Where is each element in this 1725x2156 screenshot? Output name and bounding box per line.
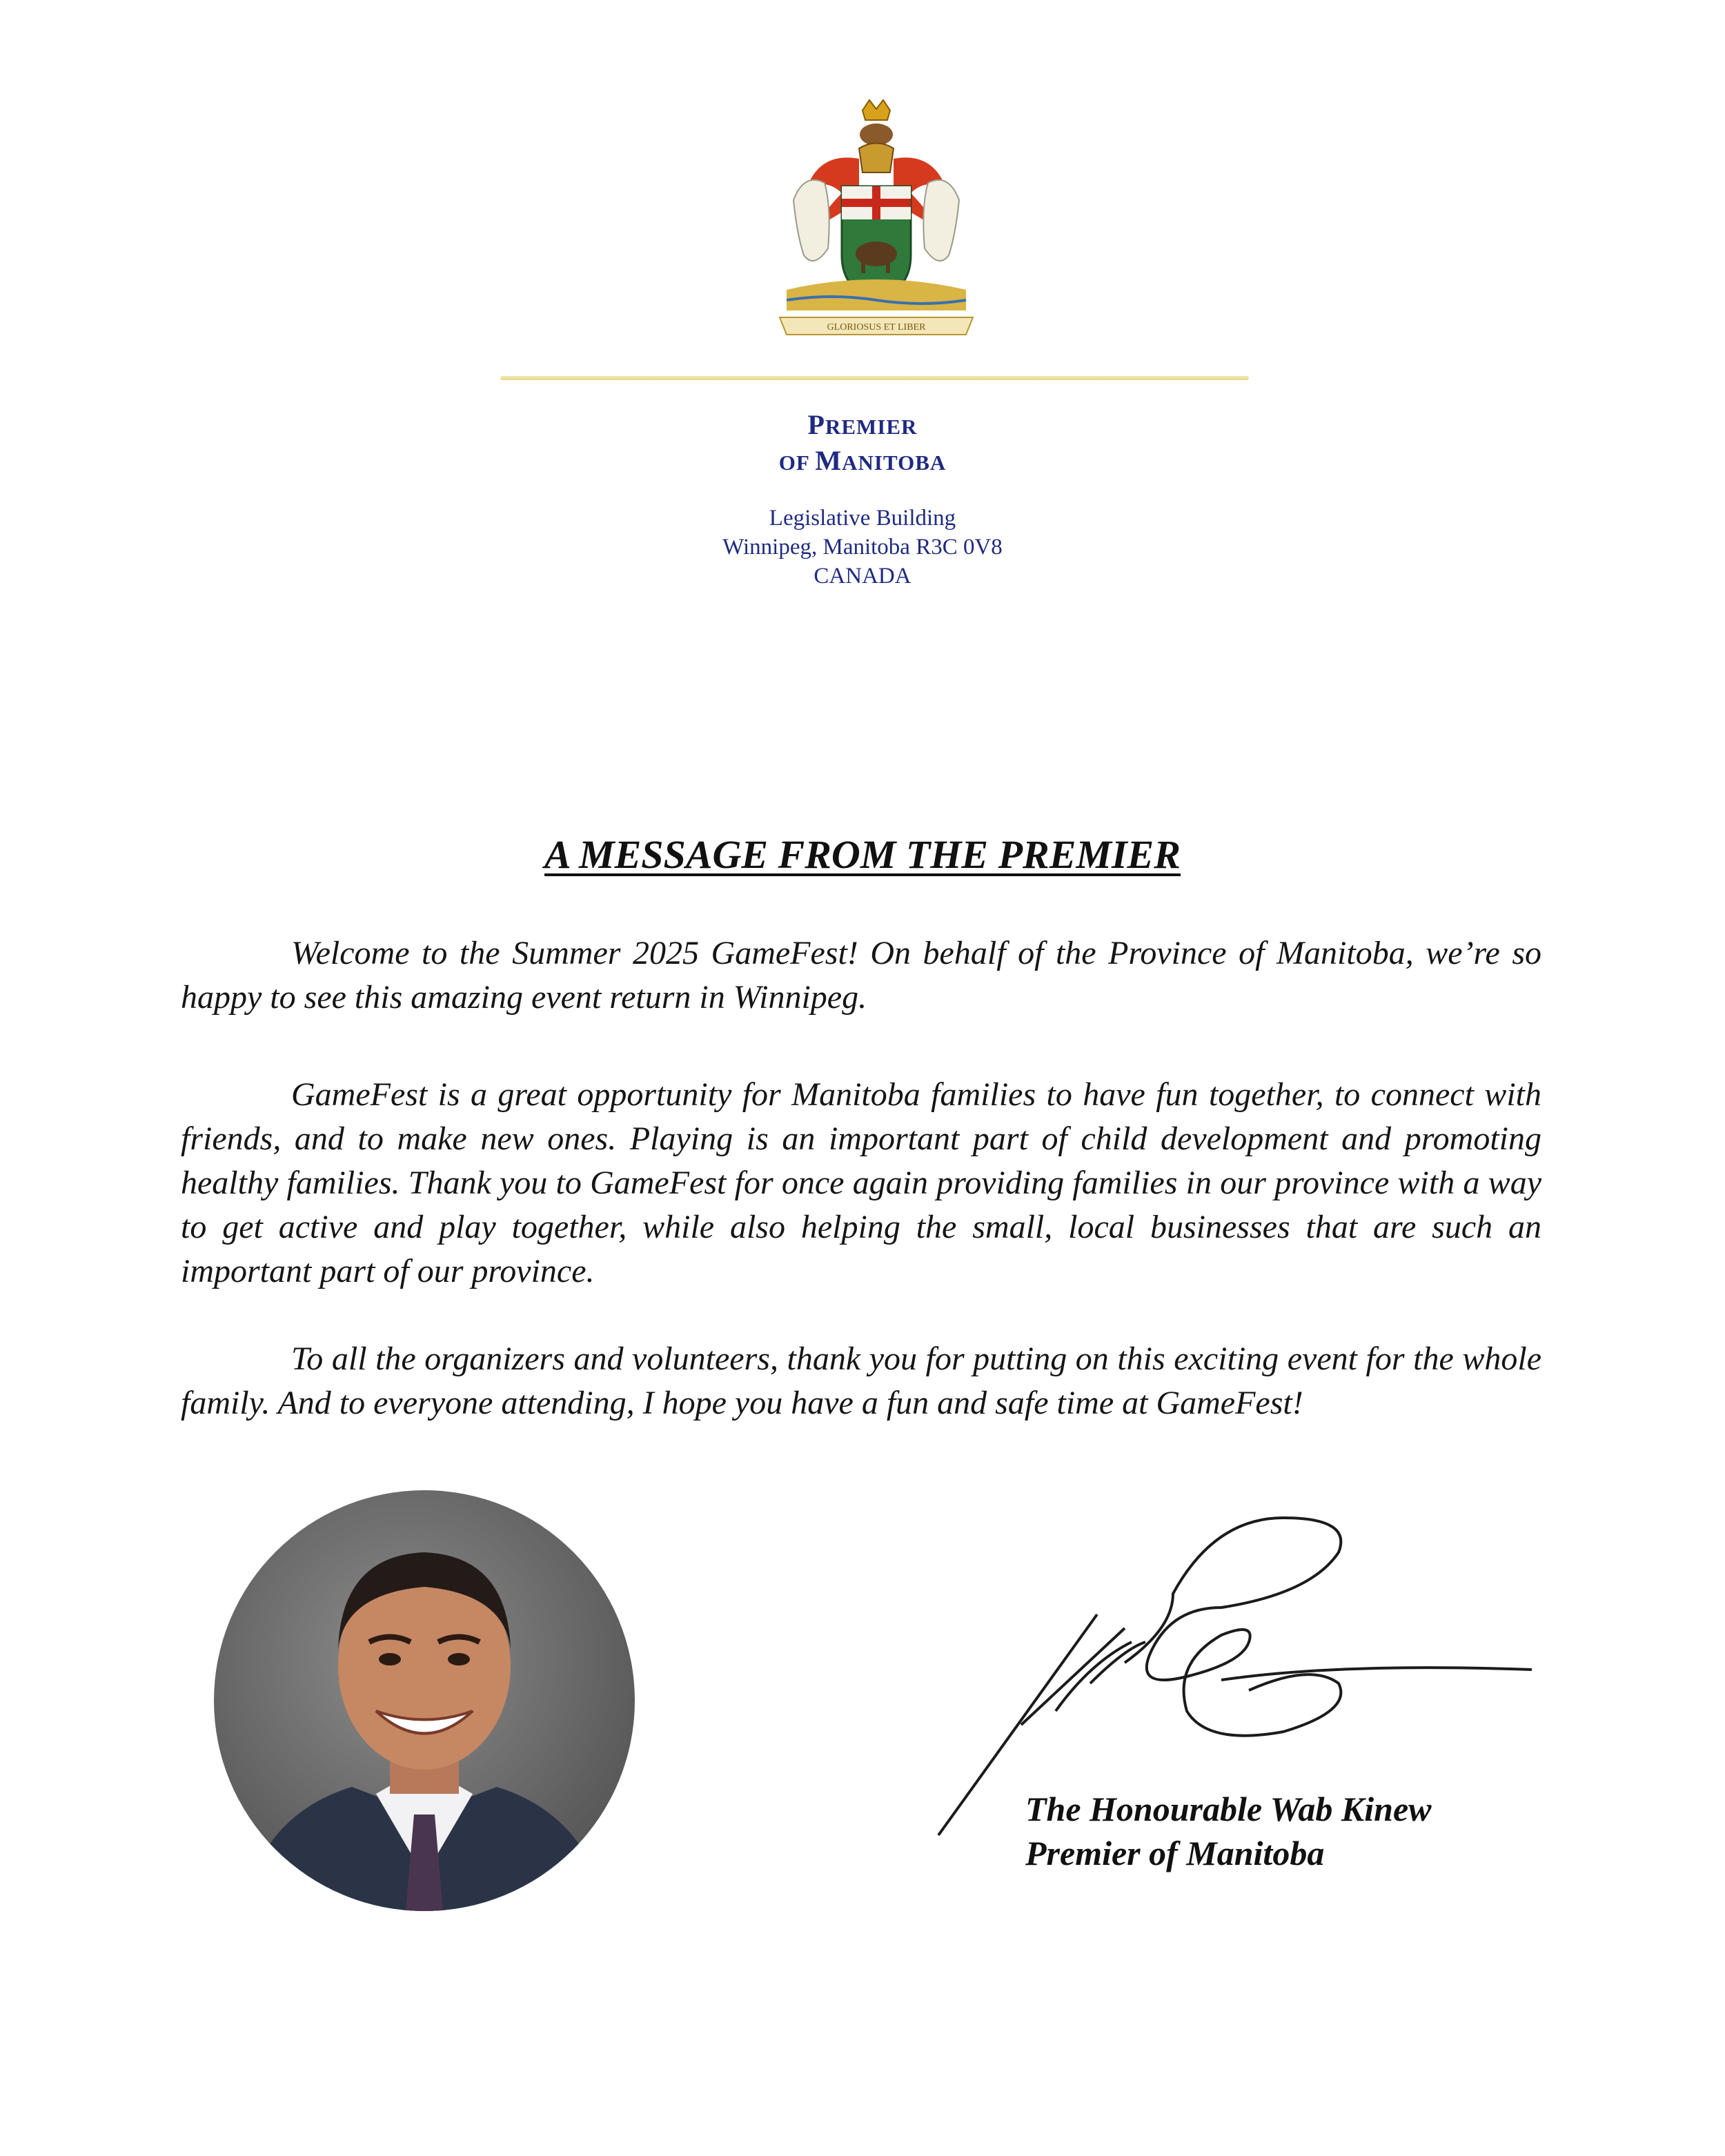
address-line-1: Legislative Building	[769, 506, 956, 531]
address-line-2: Winnipeg, Manitoba R3C 0V8	[722, 535, 1003, 560]
premier-portrait-photo	[214, 1490, 635, 1911]
letterhead-divider	[500, 376, 1249, 380]
crest-motto: GLORIOSUS ET LIBER	[827, 322, 926, 333]
portrait-illustration	[214, 1490, 635, 1911]
office-address	[0, 504, 1725, 591]
office-title-line-1: PREMIER	[807, 409, 918, 440]
office-title-line-2: OF MANITOBA	[778, 445, 947, 476]
letter-heading: A MESSAGE FROM THE PREMIER	[544, 832, 1181, 877]
letter-paragraph-2: GameFest is a great opportunity for Manitoba families to have fun together, to connect with friends, and to make new ones. Playing is an important part of child development and promoting healthy families. Thank you to GameFest for once again providing families in our province with a way to get active and play together, while also helping the small, local businesses that are such an important part of our province.	[181, 1076, 1541, 1289]
letter-paragraph-1: Welcome to the Summer 2025 GameFest! On behalf of the Province of Manitoba, we’re so happy to see this amazing event return in Winnipeg.	[181, 935, 1541, 1016]
letter-paragraph-3: To all the organizers and volunteers, thank you for putting on this exciting event for the whole family. And to everyone attending, I hope you have a fun and safe time at GameFest!	[181, 1341, 1541, 1421]
address-line-3: CANADA	[814, 564, 911, 589]
signer-title: Premier of Manitoba	[1025, 1834, 1325, 1872]
manitoba-coat-of-arms-icon	[766, 97, 987, 352]
signature-block	[1025, 1787, 1432, 1875]
signer-name: The Honourable Wab Kinew	[1025, 1790, 1432, 1828]
